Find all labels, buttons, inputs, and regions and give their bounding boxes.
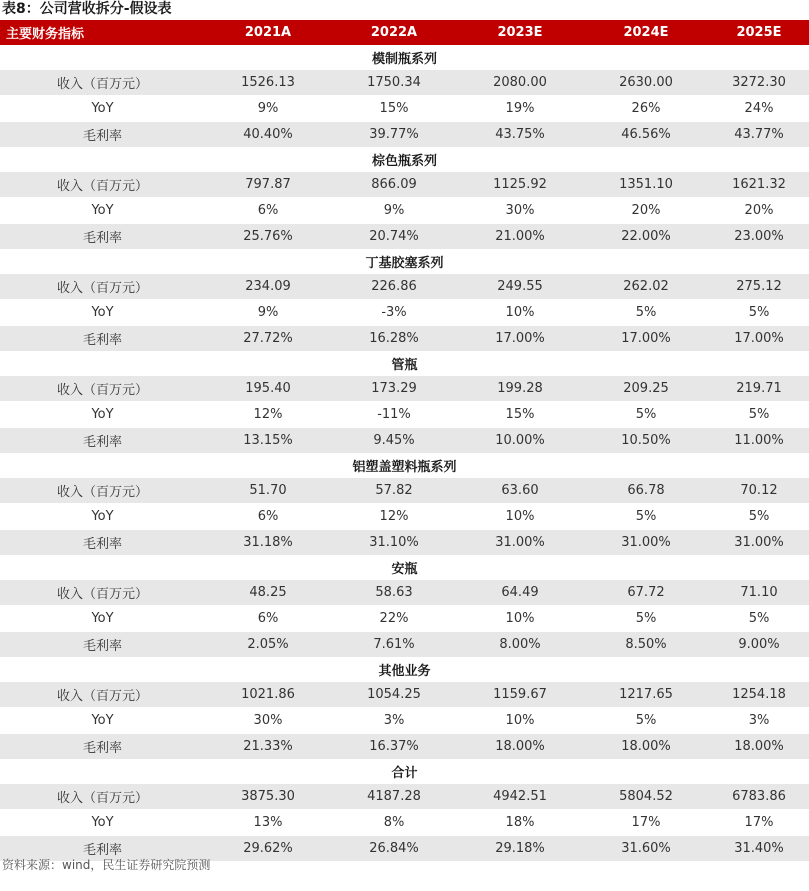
value-cell: 31.40%	[709, 836, 809, 862]
value-cell: 5%	[583, 606, 709, 632]
value-cell: 29.62%	[205, 836, 331, 862]
section-header-row	[0, 759, 809, 784]
value-cell: 31.00%	[709, 530, 809, 556]
financial-table	[0, 20, 809, 861]
row-label: YoY	[0, 810, 205, 836]
value-cell: 9.00%	[709, 632, 809, 658]
value-cell: 3875.30	[205, 784, 331, 810]
row-label: 收入（百万元）	[0, 70, 205, 96]
value-cell: 10%	[457, 300, 583, 326]
header-cell-2025e: 2025E	[709, 20, 809, 45]
table-row	[0, 224, 809, 250]
table-title: 表8：公司营收拆分-假设表	[2, 1, 172, 17]
value-cell: 10.00%	[457, 428, 583, 454]
row-label: YoY	[0, 300, 205, 326]
row-label: 毛利率	[0, 224, 205, 250]
value-cell: 67.72	[583, 580, 709, 606]
section-header-row	[0, 45, 809, 70]
value-cell: 1621.32	[709, 172, 809, 198]
table-row	[0, 300, 809, 326]
table-row	[0, 784, 809, 810]
row-label: YoY	[0, 402, 205, 428]
value-cell: 20%	[583, 198, 709, 224]
header-cell-metric: 主要财务指标	[0, 20, 205, 45]
value-cell: 22%	[331, 606, 457, 632]
row-label: YoY	[0, 198, 205, 224]
value-cell: 27.72%	[205, 326, 331, 352]
value-cell: 1054.25	[331, 682, 457, 708]
section-header-row	[0, 657, 809, 682]
value-cell: 12%	[331, 504, 457, 530]
row-label: YoY	[0, 708, 205, 734]
table-row	[0, 326, 809, 352]
value-cell: 23.00%	[709, 224, 809, 250]
row-label: 收入（百万元）	[0, 682, 205, 708]
value-cell: 70.12	[709, 478, 809, 504]
value-cell: 2080.00	[457, 70, 583, 96]
value-cell: 18.00%	[709, 734, 809, 760]
value-cell: 2630.00	[583, 70, 709, 96]
value-cell: 18.00%	[457, 734, 583, 760]
value-cell: 43.77%	[709, 122, 809, 148]
table-row	[0, 70, 809, 96]
table-row	[0, 274, 809, 300]
section-header-row	[0, 249, 809, 274]
value-cell: 866.09	[331, 172, 457, 198]
value-cell: 1750.34	[331, 70, 457, 96]
value-cell: 10%	[457, 606, 583, 632]
table-row	[0, 198, 809, 224]
section-title: 铝塑盖塑料瓶系列	[0, 453, 809, 478]
value-cell: 219.71	[709, 376, 809, 402]
value-cell: 17.00%	[457, 326, 583, 352]
section-header-row	[0, 351, 809, 376]
value-cell: 66.78	[583, 478, 709, 504]
value-cell: 17%	[709, 810, 809, 836]
value-cell: 3%	[709, 708, 809, 734]
header-cell-2024e: 2024E	[583, 20, 709, 45]
value-cell: 71.10	[709, 580, 809, 606]
value-cell: 249.55	[457, 274, 583, 300]
value-cell: 20%	[709, 198, 809, 224]
value-cell: 7.61%	[331, 632, 457, 658]
section-header-row	[0, 453, 809, 478]
table-row	[0, 606, 809, 632]
header-cell-2021a: 2021A	[205, 20, 331, 45]
value-cell: 21.00%	[457, 224, 583, 250]
value-cell: 29.18%	[457, 836, 583, 862]
table-row	[0, 122, 809, 148]
table-row	[0, 708, 809, 734]
value-cell: 17.00%	[709, 326, 809, 352]
value-cell: 9%	[331, 198, 457, 224]
value-cell: 58.63	[331, 580, 457, 606]
section-title: 模制瓶系列	[0, 45, 809, 70]
value-cell: 48.25	[205, 580, 331, 606]
value-cell: 1351.10	[583, 172, 709, 198]
table-row	[0, 580, 809, 606]
value-cell: 31.18%	[205, 530, 331, 556]
value-cell: 2.05%	[205, 632, 331, 658]
value-cell: 5%	[709, 300, 809, 326]
row-label: YoY	[0, 96, 205, 122]
value-cell: -11%	[331, 402, 457, 428]
value-cell: 19%	[457, 96, 583, 122]
value-cell: 8.00%	[457, 632, 583, 658]
header-cell-2022a: 2022A	[331, 20, 457, 45]
table-row	[0, 172, 809, 198]
section-header-row	[0, 147, 809, 172]
table-row	[0, 96, 809, 122]
value-cell: 17.00%	[583, 326, 709, 352]
row-label: 毛利率	[0, 734, 205, 760]
row-label: 毛利率	[0, 428, 205, 454]
value-cell: 31.00%	[583, 530, 709, 556]
section-title: 丁基胶塞系列	[0, 249, 809, 274]
value-cell: 9.45%	[331, 428, 457, 454]
value-cell: 5%	[709, 504, 809, 530]
value-cell: 1021.86	[205, 682, 331, 708]
value-cell: 46.56%	[583, 122, 709, 148]
table-row	[0, 478, 809, 504]
table-row	[0, 428, 809, 454]
value-cell: 5%	[583, 504, 709, 530]
value-cell: 9%	[205, 300, 331, 326]
value-cell: 21.33%	[205, 734, 331, 760]
value-cell: -3%	[331, 300, 457, 326]
row-label: 收入（百万元）	[0, 172, 205, 198]
row-label: 收入（百万元）	[0, 478, 205, 504]
value-cell: 18.00%	[583, 734, 709, 760]
value-cell: 1217.65	[583, 682, 709, 708]
value-cell: 64.49	[457, 580, 583, 606]
value-cell: 1254.18	[709, 682, 809, 708]
value-cell: 797.87	[205, 172, 331, 198]
value-cell: 6%	[205, 504, 331, 530]
value-cell: 4942.51	[457, 784, 583, 810]
value-cell: 195.40	[205, 376, 331, 402]
value-cell: 5%	[583, 402, 709, 428]
value-cell: 10.50%	[583, 428, 709, 454]
row-label: 毛利率	[0, 530, 205, 556]
value-cell: 262.02	[583, 274, 709, 300]
value-cell: 5%	[709, 402, 809, 428]
value-cell: 11.00%	[709, 428, 809, 454]
value-cell: 24%	[709, 96, 809, 122]
value-cell: 173.29	[331, 376, 457, 402]
table-row	[0, 530, 809, 556]
table-body	[0, 45, 809, 861]
value-cell: 6783.86	[709, 784, 809, 810]
value-cell: 10%	[457, 504, 583, 530]
row-label: YoY	[0, 606, 205, 632]
section-title: 其他业务	[0, 657, 809, 682]
value-cell: 5%	[709, 606, 809, 632]
table-row	[0, 504, 809, 530]
value-cell: 30%	[457, 198, 583, 224]
value-cell: 1159.67	[457, 682, 583, 708]
table-row	[0, 376, 809, 402]
value-cell: 5%	[583, 300, 709, 326]
value-cell: 4187.28	[331, 784, 457, 810]
value-cell: 43.75%	[457, 122, 583, 148]
table-row	[0, 682, 809, 708]
value-cell: 6%	[205, 606, 331, 632]
value-cell: 16.28%	[331, 326, 457, 352]
value-cell: 13.15%	[205, 428, 331, 454]
table-row	[0, 734, 809, 760]
value-cell: 31.60%	[583, 836, 709, 862]
table-row	[0, 810, 809, 836]
section-title: 管瓶	[0, 351, 809, 376]
value-cell: 3%	[331, 708, 457, 734]
value-cell: 30%	[205, 708, 331, 734]
row-label: 收入（百万元）	[0, 784, 205, 810]
value-cell: 6%	[205, 198, 331, 224]
value-cell: 40.40%	[205, 122, 331, 148]
value-cell: 39.77%	[331, 122, 457, 148]
value-cell: 226.86	[331, 274, 457, 300]
row-label: YoY	[0, 504, 205, 530]
value-cell: 275.12	[709, 274, 809, 300]
section-header-row	[0, 555, 809, 580]
value-cell: 5%	[583, 708, 709, 734]
value-cell: 8.50%	[583, 632, 709, 658]
value-cell: 26%	[583, 96, 709, 122]
value-cell: 1526.13	[205, 70, 331, 96]
value-cell: 10%	[457, 708, 583, 734]
value-cell: 22.00%	[583, 224, 709, 250]
value-cell: 209.25	[583, 376, 709, 402]
value-cell: 15%	[331, 96, 457, 122]
value-cell: 51.70	[205, 478, 331, 504]
value-cell: 3272.30	[709, 70, 809, 96]
section-title: 合计	[0, 759, 809, 784]
value-cell: 31.10%	[331, 530, 457, 556]
section-title: 棕色瓶系列	[0, 147, 809, 172]
value-cell: 234.09	[205, 274, 331, 300]
row-label: 收入（百万元）	[0, 274, 205, 300]
table-header-row	[0, 20, 809, 45]
value-cell: 15%	[457, 402, 583, 428]
value-cell: 16.37%	[331, 734, 457, 760]
table-row	[0, 402, 809, 428]
header-cell-2023e: 2023E	[457, 20, 583, 45]
value-cell: 8%	[331, 810, 457, 836]
row-label: 收入（百万元）	[0, 580, 205, 606]
value-cell: 25.76%	[205, 224, 331, 250]
value-cell: 12%	[205, 402, 331, 428]
value-cell: 5804.52	[583, 784, 709, 810]
value-cell: 63.60	[457, 478, 583, 504]
table-row	[0, 632, 809, 658]
row-label: 毛利率	[0, 836, 205, 862]
row-label: 毛利率	[0, 326, 205, 352]
value-cell: 20.74%	[331, 224, 457, 250]
source-note: 资料来源：wind，民生证券研究院预测	[2, 858, 211, 872]
value-cell: 18%	[457, 810, 583, 836]
row-label: 毛利率	[0, 632, 205, 658]
value-cell: 57.82	[331, 478, 457, 504]
value-cell: 31.00%	[457, 530, 583, 556]
row-label: 毛利率	[0, 122, 205, 148]
value-cell: 1125.92	[457, 172, 583, 198]
value-cell: 199.28	[457, 376, 583, 402]
value-cell: 13%	[205, 810, 331, 836]
value-cell: 17%	[583, 810, 709, 836]
section-title: 安瓶	[0, 555, 809, 580]
row-label: 收入（百万元）	[0, 376, 205, 402]
value-cell: 26.84%	[331, 836, 457, 862]
value-cell: 9%	[205, 96, 331, 122]
